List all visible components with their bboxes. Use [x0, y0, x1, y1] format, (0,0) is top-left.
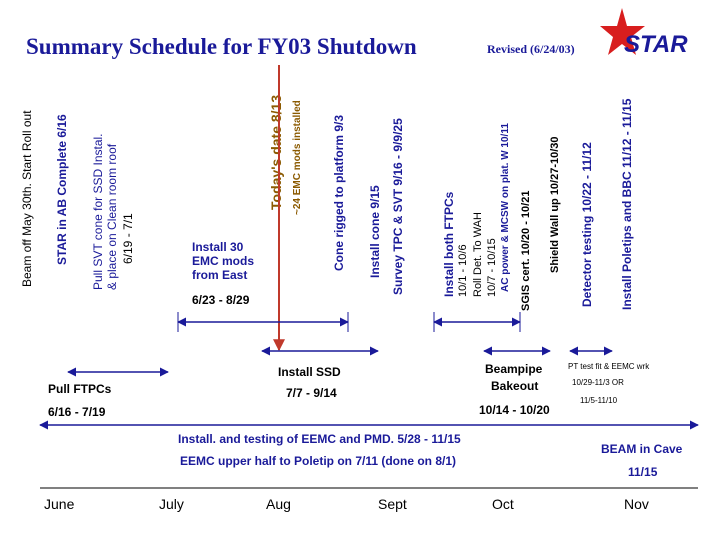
beam-off-label: Beam off May 30th. Start Roll out	[20, 110, 34, 287]
beampipe-label: Beampipe	[485, 362, 543, 376]
page-title: Summary Schedule for FY03 Shutdown	[26, 34, 417, 59]
poletips-label: Install Poletips and BBC 11/12 - 11/15	[620, 98, 634, 310]
install-30-dates: 6/23 - 8/29	[192, 293, 250, 307]
beampipe-dates: 10/14 - 10/20	[479, 403, 550, 417]
star-logo	[600, 6, 700, 70]
month-june: June	[44, 496, 75, 512]
star-logo-text: STAR	[624, 31, 688, 58]
pt-dates-1: 10/29-11/3 OR	[572, 378, 624, 387]
pt-dates-2: 11/5-11/10	[580, 396, 618, 405]
revised-date: Revised (6/24/03)	[487, 42, 575, 56]
install-30-line-2: EMC mods	[192, 254, 255, 268]
ftpc-label-1: Install both FTPCs	[442, 191, 456, 297]
install-30-line-1: Install 30	[192, 240, 244, 254]
beam-in-cave-date: 11/15	[628, 465, 658, 479]
month-aug: Aug	[266, 496, 291, 512]
pt-test-label: PT test fit & EEMC wrk	[568, 362, 650, 371]
star-in-ab-label: STAR in AB Complete 6/16	[55, 114, 69, 265]
shield-wall-label: Shield Wall up 10/27-10/30	[549, 136, 561, 273]
pull-svt-label-1: Pull SVT cone for SSD Instal.	[91, 133, 105, 290]
pull-svt-label-2: & place on Clean room roof	[105, 143, 119, 290]
detector-testing-label: Detector testing 10/22 - 11/12	[580, 142, 594, 307]
month-july: July	[159, 496, 184, 512]
ftpc-label-3: Roll Det. To WAH	[472, 212, 484, 297]
cone-rigged-label: Cone rigged to platform 9/3	[332, 114, 346, 271]
eemc-upper-label: EEMC upper half to Poletip on 7/11 (done on 8/1)	[180, 454, 457, 468]
eemc-pmd-label: Install. and testing of EEMC and PMD. 5/28 - 11/15	[178, 432, 461, 446]
survey-label: Survey TPC & SVT 9/16 - 9/9/25	[391, 118, 405, 295]
month-oct: Oct	[492, 496, 514, 512]
install-30-label	[192, 240, 254, 282]
install-ssd-dates: 7/7 - 9/14	[286, 386, 337, 400]
beam-in-cave-label: BEAM in Cave	[601, 442, 683, 456]
ac-power-label: AC power & MCSW on plat. W 10/11	[500, 123, 511, 292]
pull-svt-dates: 6/19 - 7/1	[121, 213, 135, 264]
install-cone-label: Install cone 9/15	[368, 185, 382, 278]
ftpc-label-2: 10/1 - 10/6	[457, 244, 469, 297]
month-sept: Sept	[378, 496, 407, 512]
todays-date-label: Today's date 8/13	[268, 94, 284, 210]
month-nov: Nov	[624, 496, 649, 512]
install-30-line-3: from East	[192, 268, 248, 282]
install-ssd-label: Install SSD	[278, 365, 341, 379]
pull-ftpcs-dates: 6/16 - 7/19	[48, 405, 106, 419]
emc-installed-label: ~24 EMC mods installed	[292, 100, 303, 215]
ftpc-label-4: 10/7 - 10/15	[486, 238, 498, 297]
sgis-label: SGIS cert. 10/20 - 10/21	[520, 190, 532, 311]
bakeout-label: Bakeout	[491, 379, 539, 393]
pull-ftpcs-label: Pull FTPCs	[48, 382, 112, 396]
